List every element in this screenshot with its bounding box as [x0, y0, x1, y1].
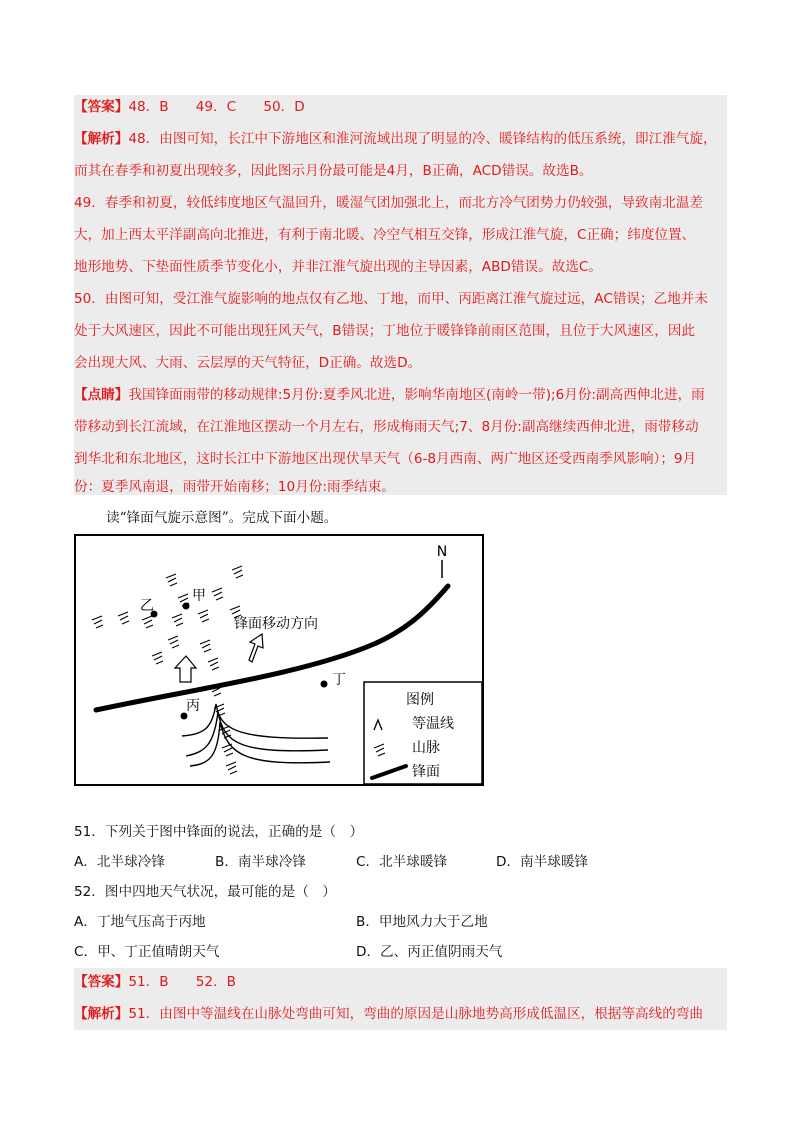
question-52-option-d: D．乙、丙正值阴雨天气	[356, 944, 503, 960]
north-label: N	[436, 544, 448, 560]
analysis-line: 50．由图可知，受江淮气旋影响的地点仅有乙地、丁地，而甲、丙距离江淮气旋过远，AC错误；乙地并未	[74, 291, 708, 307]
question-51-option-b: B．南半球冷锋	[215, 854, 306, 870]
answer-2-text: 51．B 52．B	[128, 974, 236, 990]
analysis-line	[74, 129, 717, 149]
front-direction-label: 锋面移动方向	[234, 616, 318, 632]
analysis-line: 49．春季和初夏，较低纬度地区气温回升，暖湿气团加强北上，而北方冷气团势力仍较强，导致南北温差	[74, 195, 704, 211]
place-ding-marker	[321, 681, 328, 688]
legend	[364, 682, 482, 784]
analysis-text: 48．由图可知，长江中下游地区和淮河流域出现了明显的冷、暖锋结构的低压系统，即江淮气旋，	[128, 131, 717, 147]
tip-tag: 【点睛】	[74, 387, 129, 403]
legend-mountain: 山脉	[412, 740, 440, 756]
answer-line-2	[74, 972, 236, 992]
tip-line: 份：夏季风南退，雨带开始南移；10月份:雨季结束。	[74, 479, 395, 495]
place-ding-label: 丁	[332, 672, 346, 688]
analysis-line: 处于大风速区，因此不可能出现狂风天气，B错误；丁地位于暖锋锋前雨区范围，且位于大风速区，因此	[74, 323, 696, 339]
analysis-line: 地形地势、下垫面性质季节变化小，并非江淮气旋出现的主导因素，ABD错误。故选C。	[74, 259, 602, 275]
place-yi-label: 乙	[140, 598, 154, 614]
answer-2-tag: 【答案】	[74, 974, 129, 990]
analysis-line: 大，加上西太平洋副高向北推进，有利于南北暖、冷空气相互交锋，形成江淮气旋，C正确；纬度位置、	[74, 227, 696, 243]
question-52-option-a: A．丁地气压高于丙地	[74, 914, 206, 930]
question-52-option-b: B．甲地风力大于乙地	[356, 914, 488, 930]
tip-line: 到华北和东北地区，这时长江中下游地区出现伏旱天气（6-8月西南、两广地区还受西南季风影响）；9月	[74, 451, 697, 467]
question-51-option-d: D．南半球暖锋	[496, 854, 589, 870]
tip-line	[74, 385, 705, 405]
analysis-2-text: 51．由图中等温线在山脉处弯曲可知，弯曲的原因是山脉地势高形成低温区，根据等高线的弯曲	[128, 1006, 704, 1022]
analysis-2-line	[74, 1004, 703, 1024]
analysis-tag: 【解析】	[74, 131, 129, 147]
frontal-cyclone-diagram	[74, 534, 484, 786]
answer-tag: 【答案】	[74, 99, 129, 115]
question-51-option-c: C．北半球暖锋	[356, 854, 448, 870]
legend-isotherm: 等温线	[412, 716, 454, 732]
tip-line: 带移动到长江流域，在江淮地区摆动一个月左右，形成梅雨天气;7、8月份:副高继续西伸北进，雨带移动	[74, 419, 699, 435]
place-jia-marker	[183, 603, 190, 610]
answer-line-1	[74, 97, 305, 117]
question-52-option-c: C．甲、丁正值晴朗天气	[74, 944, 220, 960]
question-52-stem: 52．图中四地天气状况，最可能的是（ ）	[74, 884, 336, 900]
question-51-option-a: A．北半球冷锋	[74, 854, 165, 870]
question-51-stem: 51．下列关于图中锋面的说法，正确的是（ ）	[74, 824, 364, 840]
answer-text: 48．B 49．C 50．D	[128, 99, 305, 115]
place-bing-label: 丙	[186, 698, 200, 714]
tip-text: 我国锋面雨带的移动规律:5月份:夏季风北进，影响华南地区(南岭一带);6月份:副高西伸北进，雨	[128, 387, 705, 403]
analysis-2-tag: 【解析】	[74, 1006, 129, 1022]
legend-title: 图例	[406, 692, 434, 708]
analysis-line: 会出现大风、大雨、云层厚的天气特征，D正确。故选D。	[74, 355, 422, 371]
place-jia-label: 甲	[192, 588, 206, 604]
figure-intro: 读“锋面气旋示意图”。完成下面小题。	[106, 510, 338, 526]
analysis-line: 而其在春季和初夏出现较多，因此图示月份最可能是4月，B正确，ACD错误。故选B。	[74, 163, 593, 179]
legend-front: 锋面	[412, 764, 440, 780]
